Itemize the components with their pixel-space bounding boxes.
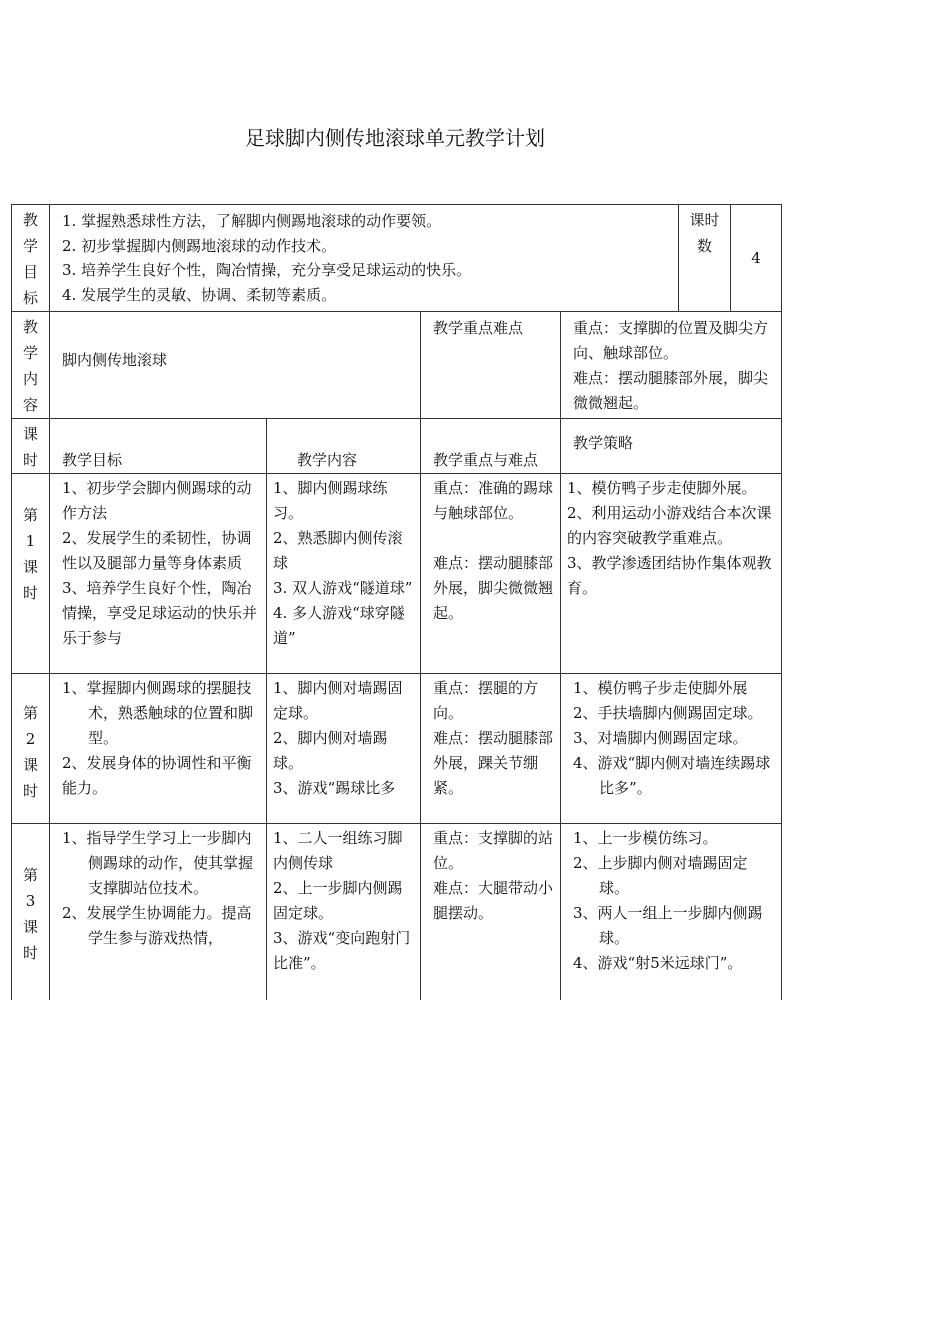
lesson-row — [12, 674, 782, 824]
content-row-label: 教 学 内 容 — [12, 312, 50, 419]
lesson-content: 1、脚内侧踢球练习。 2、熟悉脚内侧传滚球 3. 双人游戏“隧道球” 4. 多人游戏“球穿隧道” — [267, 474, 421, 674]
lesson-strategy: 1、模仿鸭子步走使脚外展。 2、利用运动小游戏结合本次课的内容突破教学重难点。 3、教学渗透团结协作集体观教育。 — [561, 474, 782, 674]
unit-goal-item: 4. 发展学生的灵敏、协调、柔韧等素质。 — [62, 285, 337, 304]
teaching-plan-table — [11, 204, 782, 1000]
lesson-label: 第 2 课 时 — [12, 674, 50, 824]
lesson-strategy: 1、上一步模仿练习。 2、上步脚内侧对墙踢固定球。 3、两人一组上一步脚内侧踢球。 4、游戏“射5米远球门”。 — [561, 824, 782, 1000]
lesson-goals: 1、掌握脚内侧踢球的摆腿技术，熟悉触球的位置和脚型。 2、发展身体的协调性和平衡能力。 — [50, 674, 267, 824]
goals-column-header: 教学目标 — [50, 419, 267, 474]
lesson-label: 第 3 课 时 — [12, 824, 50, 1000]
lesson-goals: 1、初步学会脚内侧踢球的动作方法 2、发展学生的柔韧性，协调性以及腿部力量等身体素质 3、培养学生良好个性，陶冶情操，享受足球运动的快乐并乐于参与 — [50, 474, 267, 674]
goals-row — [12, 205, 782, 312]
lesson-key-points: 重点：支撑脚的站位。 难点：大腿带动小腿摆动。 — [421, 824, 561, 1000]
key-points-label: 教学重点难点 — [421, 312, 561, 419]
unit-goal-item: 1. 掌握熟悉球性方法，了解脚内侧踢地滚球的动作要领。 — [62, 212, 442, 230]
unit-content: 脚内侧传地滚球 — [50, 312, 421, 419]
column-header-row — [12, 419, 782, 474]
unit-key-points: 重点：支撑脚的位置及脚尖方向、触球部位。 难点：摆动腿膝部外展，脚尖微微翘起。 — [561, 312, 782, 419]
strategy-column-header: 教学策略 — [561, 419, 782, 474]
lesson-label: 第 1 课 时 — [12, 474, 50, 674]
lesson-column-header: 课 时 — [12, 419, 50, 474]
lesson-content: 1、二人一组练习脚内侧传球 2、上一步脚内侧踢固定球。 3、游戏“变向跑射门比准”。 — [267, 824, 421, 1000]
keypoints-column-header: 教学重点与难点 — [421, 419, 561, 474]
lesson-row — [12, 824, 782, 1000]
hours-label: 课时数 — [679, 205, 731, 312]
unit-goal-item: 2. 初步掌握脚内侧踢地滚球的动作技术。 — [62, 236, 337, 255]
lesson-strategy: 1、模仿鸭子步走使脚外展 2、手扶墙脚内侧踢固定球。 3、对墙脚内侧踢固定球。 4、游戏“脚内侧对墙连续踢球比多”。 — [561, 674, 782, 824]
hours-value: 4 — [731, 205, 782, 312]
content-row — [12, 312, 782, 419]
goals-row-label: 教 学 目 标 — [12, 205, 50, 312]
unit-goal-item: 3. 培养学生良好个性，陶冶情操，充分享受足球运动的快乐。 — [62, 261, 472, 279]
unit-goals-list — [50, 205, 679, 312]
lesson-row — [12, 474, 782, 674]
lesson-goals: 1、指导学生学习上一步脚内侧踢球的动作，使其掌握支撑脚站位技术。 2、发展学生协调能力。提高学生参与游戏热情， — [50, 824, 267, 1000]
lesson-key-points: 重点：准确的踢球与触球部位。 难点：摆动腿膝部外展，脚尖微微翘起。 — [421, 474, 561, 674]
lesson-content: 1、脚内侧对墙踢固定球。 2、脚内侧对墙踢球。 3、游戏“踢球比多 — [267, 674, 421, 824]
content-column-header: 教学内容 — [267, 419, 421, 474]
page-title: 足球脚内侧传地滚球单元教学计划 — [245, 126, 545, 150]
lesson-key-points: 重点：摆腿的方向。 难点：摆动腿膝部外展，踝关节绷紧。 — [421, 674, 561, 824]
